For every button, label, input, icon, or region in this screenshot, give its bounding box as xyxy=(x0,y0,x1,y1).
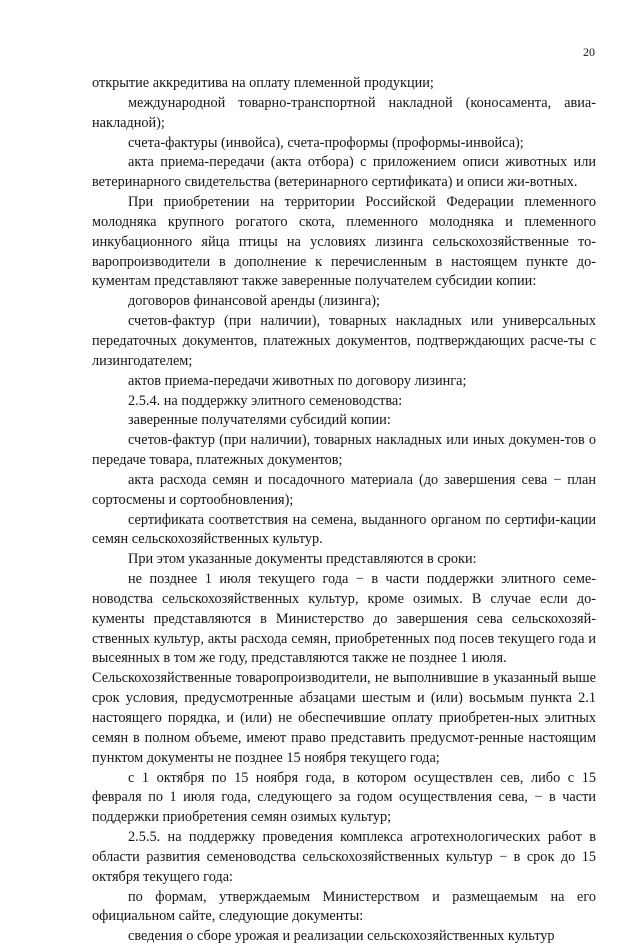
paragraph: с 1 октября по 15 ноября года, в котором осуществлен сев, либо с 15 февраля по 1 июля года, следующего за годом осуществления сева, − в части поддержки приобретения семян озимых культур; xyxy=(92,769,596,826)
section-heading: 2.5.4. на поддержку элитного семеноводства: xyxy=(128,392,403,409)
paragraph: не позднее 1 июля текущего года − в части поддержки элитного семе-новодства сельскохозяйственных культур, кроме озимых. В случае если до-кументы представляются в Министерство до завершения сева сельскохозяй-ственных культур, акты расхода семян, приобретенных под посев текущего года и высеянных в том же году, представляются также не позднее 1 июля. xyxy=(92,571,596,667)
paragraph: актов приема-передачи животных по договору лизинга; xyxy=(128,372,467,389)
paragraph: При приобретении на территории Российской Федерации племенного молодняка крупного рогатого скота, племенного молодняка и племенного инкубационного яйца птицы на условиях лизинга сельскохозяйственные то-варопроизводители в дополнение к перечисленным в настоящем пункте до-кументам представляют также заверенные получателем субсидии копии: xyxy=(92,194,596,290)
paragraph: открытие аккредитива на оплату племенной продукции; xyxy=(92,75,434,91)
paragraph: сертификата соответствия на семена, выданного органом по сертифи-кации семян сельскохозяйственных культур. xyxy=(92,511,596,548)
page-number: 20 xyxy=(583,45,595,59)
paragraph: При этом указанные документы представляются в сроки: xyxy=(128,551,477,568)
paragraph: акта расхода семян и посадочного материала (до завершения сева − план сортосмены и сортообновления); xyxy=(92,471,596,508)
paragraph: счета-фактуры (инвойса), счета-проформы (проформы-инвойса); xyxy=(128,134,524,151)
document-body xyxy=(92,74,596,947)
paragraph: по формам, утверждаемым Министерством и размещаемым на его официальном сайте, следующие документы: xyxy=(92,888,596,925)
paragraph: международной товарно-транспортной накладной (коносамента, авиа-накладной); xyxy=(92,94,596,131)
paragraph: заверенные получателями субсидий копии: xyxy=(128,412,391,429)
paragraph: акта приема-передачи (акта отбора) с приложением описи животных или ветеринарного свидетельства (ветеринарного сертификата) и описи жи-вотных. xyxy=(92,154,596,191)
paragraph: сведения о сборе урожая и реализации сельскохозяйственных культур xyxy=(128,928,555,945)
paragraph: счетов-фактур (при наличии), товарных накладных или универсальных передаточных документов, платежных документов, подтверждающих расче-ты с лизингодателем; xyxy=(92,313,596,369)
paragraph: счетов-фактур (при наличии), товарных накладных или иных докумен-тов о передаче товара, платежных документов; xyxy=(92,432,596,469)
section-heading: 2.5.5. на поддержку проведения комплекса агротехнологических работ в области развития семеноводства сельскохозяйственных культур − в срок до 15 октября текущего года: xyxy=(92,829,596,885)
paragraph: договоров финансовой аренды (лизинга); xyxy=(128,293,380,310)
paragraph: Сельскохозяйственные товаропроизводители, не выполнившие в указанный выше срок условия, предусмотренные абзацами шестым и (или) восьмым пункта 2.1 настоящего порядка, и (или) не обеспечившие оплату приобретен-ных элитных семян в полном объеме, имеют право представить предусмот-ренные настоящим пунктом документы не позднее 15 ноября текущего года; xyxy=(92,670,596,766)
